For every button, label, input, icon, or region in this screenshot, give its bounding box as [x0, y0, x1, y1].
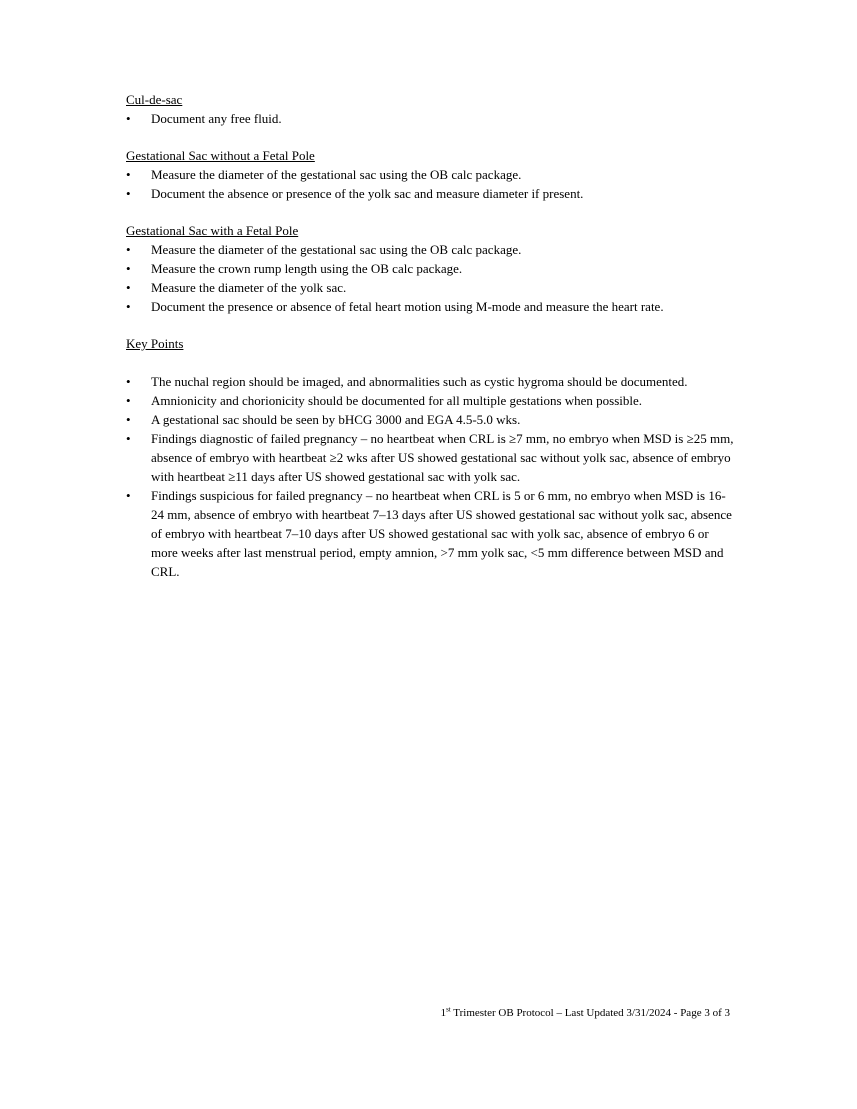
bullet-icon: • — [126, 242, 131, 257]
footer-text: Trimester OB Protocol – Last Updated 3/31/2024 - Page 3 of 3 — [450, 1007, 730, 1019]
bullet-icon: • — [126, 299, 131, 314]
list-item — [126, 240, 736, 259]
list-item-text: Document the presence or absence of fetal heart motion using M-mode and measure the heart rate. — [151, 299, 664, 314]
page-footer — [441, 1006, 730, 1020]
list-item-text: Measure the crown rump length using the OB calc package. — [151, 261, 463, 276]
list-item-text: Findings suspicious for failed pregnancy – no heartbeat when CRL is 5 or 6 mm, no embryo when MSD is 16-24 mm, absence of embryo with heartbeat 7–13 days after US showed gestational sac without yolk sac, absence of embryo with heartbeat 7–10 days after US showed gestational sac with yolk sac, absence of embryo 6 or more weeks after last menstrual period, empty amnion, >7 mm yolk sac, <5 mm difference between MSD and CRL. — [151, 488, 732, 579]
bullet-list — [126, 109, 736, 128]
list-item-text: Document the absence or presence of the yolk sac and measure diameter if present. — [151, 186, 584, 201]
bullet-list — [126, 165, 736, 203]
bullet-icon: • — [126, 412, 131, 427]
list-item-text: Findings diagnostic of failed pregnancy – no heartbeat when CRL is ≥7 mm, no embryo when MSD is ≥25 mm, absence of embryo with heartbeat ≥2 wks after US showed gestational sac without yolk sac, absence of embryo with heartbeat ≥11 days after US showed gestational sac with yolk sac. — [151, 431, 734, 484]
bullet-icon: • — [126, 431, 131, 446]
section-key-points — [126, 334, 736, 581]
bullet-list — [126, 372, 736, 581]
document-body — [126, 90, 736, 599]
list-item — [126, 259, 736, 278]
bullet-icon: • — [126, 280, 131, 295]
section-heading: Gestational Sac with a Fetal Pole — [126, 223, 299, 238]
list-item-text: Measure the diameter of the gestational sac using the OB calc package. — [151, 242, 522, 257]
list-item — [126, 184, 736, 203]
list-item — [126, 429, 736, 486]
list-item-text: Amnionicity and chorionicity should be documented for all multiple gestations when possible. — [151, 393, 643, 408]
bullet-icon: • — [126, 488, 131, 503]
list-item — [126, 486, 736, 581]
list-item-text: Measure the diameter of the yolk sac. — [151, 280, 347, 295]
list-item — [126, 165, 736, 184]
section-heading: Key Points — [126, 336, 184, 351]
list-item — [126, 391, 736, 410]
section-heading: Gestational Sac without a Fetal Pole — [126, 148, 315, 163]
section-gestational-sac-without-fetal-pole — [126, 146, 736, 203]
list-item-text: Document any free fluid. — [151, 111, 282, 126]
list-item — [126, 297, 736, 316]
list-item — [126, 278, 736, 297]
footer-ordinal-number: 1 — [440, 1007, 447, 1019]
bullet-icon: • — [126, 374, 131, 389]
bullet-list — [126, 240, 736, 316]
bullet-icon: • — [126, 111, 131, 126]
bullet-icon: • — [126, 186, 131, 201]
bullet-icon: • — [126, 393, 131, 408]
footer-ordinal-suffix: st — [446, 1005, 451, 1014]
section-cul-de-sac — [126, 90, 736, 128]
bullet-icon: • — [126, 167, 131, 182]
bullet-icon: • — [126, 261, 131, 276]
list-item — [126, 372, 736, 391]
list-item-text: Measure the diameter of the gestational sac using the OB calc package. — [151, 167, 522, 182]
list-item-text: The nuchal region should be imaged, and abnormalities such as cystic hygroma should be documented. — [151, 374, 688, 389]
list-item-text: A gestational sac should be seen by bHCG 3000 and EGA 4.5-5.0 wks. — [151, 412, 521, 427]
list-item — [126, 410, 736, 429]
section-heading: Cul-de-sac — [126, 92, 183, 107]
list-item — [126, 109, 736, 128]
section-gestational-sac-with-fetal-pole — [126, 221, 736, 316]
